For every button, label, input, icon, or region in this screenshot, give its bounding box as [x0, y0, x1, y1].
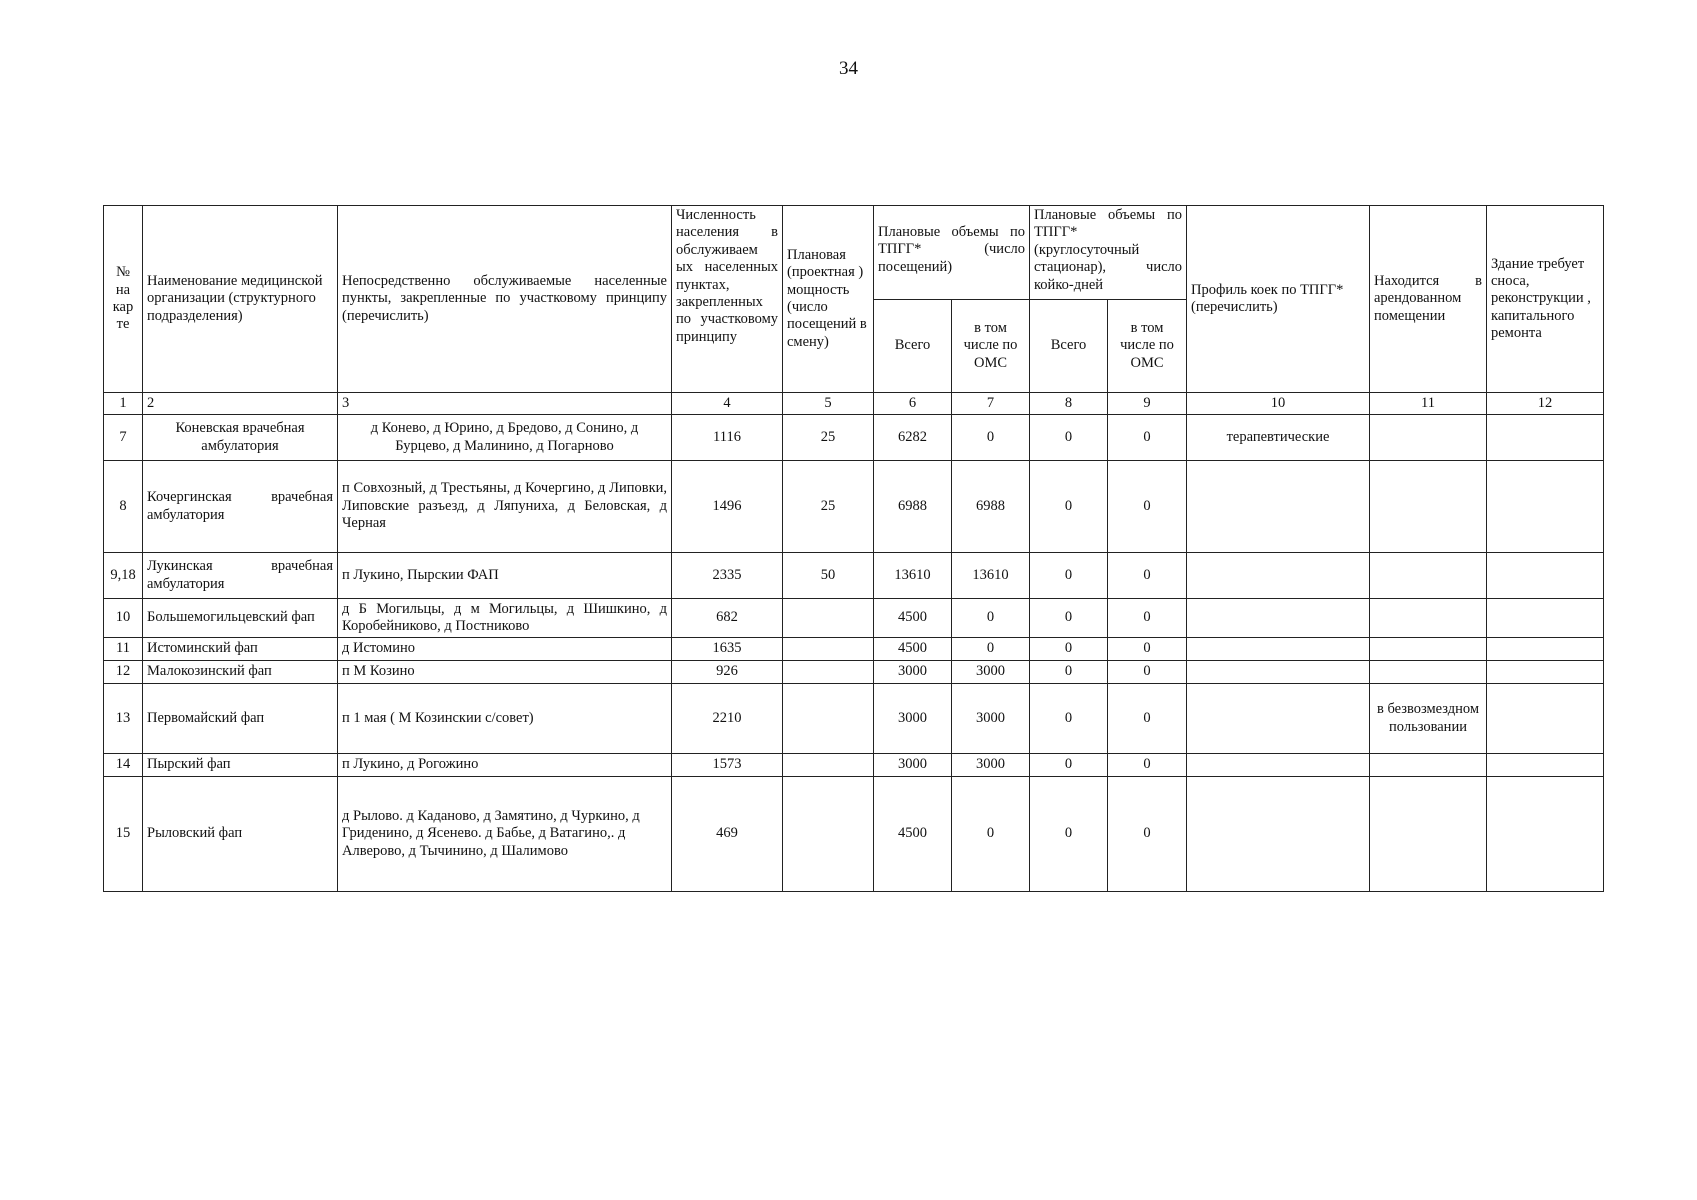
row-number: 13	[104, 684, 143, 754]
row-beds-oms: 0	[1108, 754, 1187, 777]
row-beds-oms: 0	[1108, 553, 1187, 599]
row-number: 8	[104, 461, 143, 553]
row-rented	[1370, 661, 1487, 684]
row-bed-profile	[1187, 777, 1370, 892]
row-bed-profile	[1187, 461, 1370, 553]
row-capacity: 50	[783, 553, 874, 599]
row-beds-total: 0	[1030, 415, 1108, 461]
table-row	[104, 553, 1604, 599]
column-number: 8	[1030, 393, 1108, 415]
column-number: 3	[338, 393, 672, 415]
header-planned-visits: Плановые объемы по ТПГГ* (число посещений)	[874, 206, 1030, 300]
row-beds-total: 0	[1030, 754, 1108, 777]
row-repair	[1487, 415, 1604, 461]
row-beds-oms: 0	[1108, 638, 1187, 661]
row-visits-oms: 0	[952, 415, 1030, 461]
row-rented	[1370, 415, 1487, 461]
table-row	[104, 684, 1604, 754]
row-repair	[1487, 661, 1604, 684]
row-beds-oms: 0	[1108, 599, 1187, 638]
row-repair	[1487, 553, 1604, 599]
column-number: 2	[143, 393, 338, 415]
row-organization: Первомайский фап	[143, 684, 338, 754]
row-bed-profile	[1187, 754, 1370, 777]
row-organization: Пырский фап	[143, 754, 338, 777]
row-repair	[1487, 684, 1604, 754]
row-number: 14	[104, 754, 143, 777]
row-beds-oms: 0	[1108, 661, 1187, 684]
column-number: 5	[783, 393, 874, 415]
table-row	[104, 599, 1604, 638]
row-rented	[1370, 754, 1487, 777]
row-repair	[1487, 461, 1604, 553]
row-visits-total: 6988	[874, 461, 952, 553]
header-population: Численность населения в обслуживаем ых населенных пунктах, закрепленных по участковому принципу	[672, 206, 783, 393]
row-population: 469	[672, 777, 783, 892]
column-number: 1	[104, 393, 143, 415]
row-rented: в безвозмездном пользовании	[1370, 684, 1487, 754]
header-beds-oms: в том числе по ОМС	[1108, 300, 1187, 393]
row-visits-oms: 0	[952, 638, 1030, 661]
row-beds-oms: 0	[1108, 777, 1187, 892]
row-settlements: п Совхозный, д Трестьяны, д Кочергино, д Липовки, Липовские разъезд, д Ляпуниха, д Беловская, д Черная	[338, 461, 672, 553]
row-bed-profile	[1187, 661, 1370, 684]
row-number: 12	[104, 661, 143, 684]
row-organization: Кочергинская врачебная амбулатория	[143, 461, 338, 553]
header-repair: Здание требует сноса, реконструкции , капитального ремонта	[1487, 206, 1604, 393]
row-bed-profile	[1187, 638, 1370, 661]
column-number: 9	[1108, 393, 1187, 415]
row-repair	[1487, 638, 1604, 661]
row-settlements: п М Козино	[338, 661, 672, 684]
row-capacity: 25	[783, 415, 874, 461]
row-settlements: п 1 мая ( М Козинскии с/совет)	[338, 684, 672, 754]
column-number: 7	[952, 393, 1030, 415]
row-repair	[1487, 754, 1604, 777]
header-rented: Находится в арендованном помещении	[1370, 206, 1487, 393]
row-capacity	[783, 638, 874, 661]
row-capacity	[783, 777, 874, 892]
row-beds-oms: 0	[1108, 684, 1187, 754]
column-number: 10	[1187, 393, 1370, 415]
row-settlements: д Рылово. д Каданово, д Замятино, д Чуркино, д Гриденино, д Ясенево. д Бабье, д Ватагино,. д Алверово, д Тычинино, д Шалимово	[338, 777, 672, 892]
table-row	[104, 415, 1604, 461]
header-visits-total: Всего	[874, 300, 952, 393]
row-visits-oms: 13610	[952, 553, 1030, 599]
table-row	[104, 777, 1604, 892]
row-visits-total: 3000	[874, 661, 952, 684]
row-organization: Большемогильцевский фап	[143, 599, 338, 638]
header-planned-beds: Плановые объемы по ТПГГ* (круглосуточный стационар), число койко-дней	[1030, 206, 1187, 300]
row-visits-oms: 0	[952, 599, 1030, 638]
row-visits-total: 4500	[874, 599, 952, 638]
row-bed-profile	[1187, 553, 1370, 599]
header-settlements: Непосредственно обслуживаемые населенные пункты, закрепленные по участковому принципу (перечислить)	[338, 206, 672, 393]
table-row	[104, 461, 1604, 553]
row-visits-oms: 0	[952, 777, 1030, 892]
row-rented	[1370, 461, 1487, 553]
row-capacity	[783, 754, 874, 777]
column-number: 4	[672, 393, 783, 415]
row-beds-oms: 0	[1108, 461, 1187, 553]
row-number: 7	[104, 415, 143, 461]
row-population: 2210	[672, 684, 783, 754]
row-number: 9,18	[104, 553, 143, 599]
row-capacity	[783, 684, 874, 754]
row-population: 2335	[672, 553, 783, 599]
header-visits-oms: в том числе по ОМС	[952, 300, 1030, 393]
row-organization: Малокозинский фап	[143, 661, 338, 684]
row-settlements: п Лукино, Пырскии ФАП	[338, 553, 672, 599]
row-population: 1496	[672, 461, 783, 553]
row-rented	[1370, 638, 1487, 661]
row-beds-total: 0	[1030, 638, 1108, 661]
row-beds-total: 0	[1030, 661, 1108, 684]
row-beds-total: 0	[1030, 599, 1108, 638]
table-row	[104, 638, 1604, 661]
row-beds-total: 0	[1030, 553, 1108, 599]
row-beds-total: 0	[1030, 777, 1108, 892]
row-visits-oms: 3000	[952, 754, 1030, 777]
column-number: 11	[1370, 393, 1487, 415]
row-bed-profile: терапевтические	[1187, 415, 1370, 461]
header-organization: Наименование медицинской организации (структурного подразделения)	[143, 206, 338, 393]
row-settlements: п Лукино, д Рогожино	[338, 754, 672, 777]
row-rented	[1370, 599, 1487, 638]
row-rented	[1370, 777, 1487, 892]
row-population: 926	[672, 661, 783, 684]
page-number: 34	[839, 58, 858, 79]
row-rented	[1370, 553, 1487, 599]
row-visits-total: 13610	[874, 553, 952, 599]
row-population: 1116	[672, 415, 783, 461]
column-number: 12	[1487, 393, 1604, 415]
row-organization: Рыловский фап	[143, 777, 338, 892]
row-visits-total: 4500	[874, 777, 952, 892]
row-settlements: д Истомино	[338, 638, 672, 661]
row-capacity: 25	[783, 461, 874, 553]
row-population: 682	[672, 599, 783, 638]
row-visits-total: 3000	[874, 754, 952, 777]
row-population: 1635	[672, 638, 783, 661]
row-settlements: д Б Могильцы, д м Могильцы, д Шишкино, д Коробейниково, д Постниково	[338, 599, 672, 638]
facilities-table	[103, 205, 1604, 892]
row-organization: Истоминский фап	[143, 638, 338, 661]
row-visits-total: 6282	[874, 415, 952, 461]
column-number: 6	[874, 393, 952, 415]
row-population: 1573	[672, 754, 783, 777]
row-repair	[1487, 777, 1604, 892]
row-bed-profile	[1187, 599, 1370, 638]
row-beds-total: 0	[1030, 684, 1108, 754]
row-number: 10	[104, 599, 143, 638]
row-capacity	[783, 599, 874, 638]
header-capacity: Плановая (проектная ) мощность (число посещений в смену)	[783, 206, 874, 393]
row-bed-profile	[1187, 684, 1370, 754]
row-beds-oms: 0	[1108, 415, 1187, 461]
row-capacity	[783, 661, 874, 684]
table-row	[104, 754, 1604, 777]
row-organization: Лукинская врачебная амбулатория	[143, 553, 338, 599]
row-visits-total: 4500	[874, 638, 952, 661]
header-bed-profile: Профиль коек по ТПГГ* (перечислить)	[1187, 206, 1370, 393]
row-visits-oms: 6988	[952, 461, 1030, 553]
row-visits-oms: 3000	[952, 661, 1030, 684]
row-beds-total: 0	[1030, 461, 1108, 553]
row-visits-oms: 3000	[952, 684, 1030, 754]
row-visits-total: 3000	[874, 684, 952, 754]
row-number: 15	[104, 777, 143, 892]
row-settlements: д Конево, д Юрино, д Бредово, д Сонино, д Бурцево, д Малинино, д Погарново	[338, 415, 672, 461]
table-row	[104, 661, 1604, 684]
header-beds-total: Всего	[1030, 300, 1108, 393]
row-organization: Коневская врачебная амбулатория	[143, 415, 338, 461]
header-number: № на кар те	[104, 206, 143, 393]
row-repair	[1487, 599, 1604, 638]
row-number: 11	[104, 638, 143, 661]
